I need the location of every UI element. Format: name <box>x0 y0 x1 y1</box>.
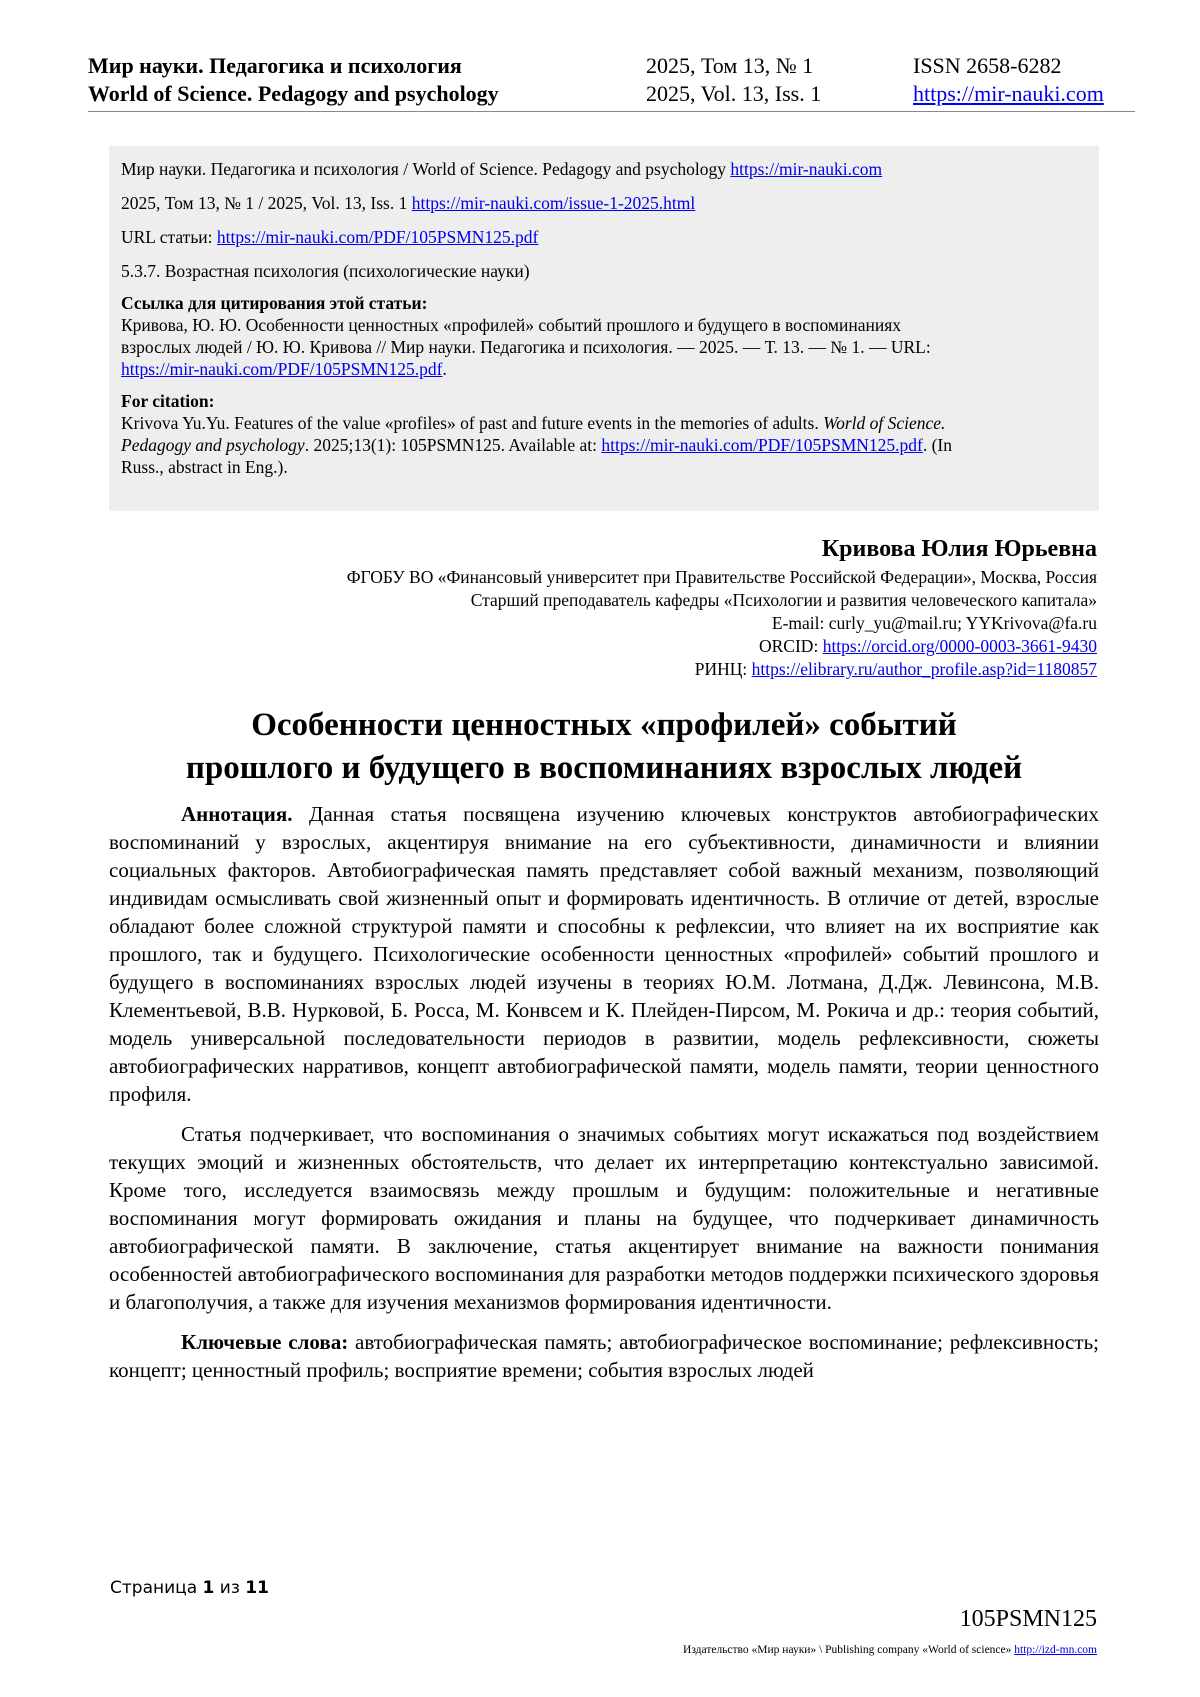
cite-en-text-a: Krivova Yu.Yu. Features of the value «profiles» of past and future events in the memories of adults. <box>121 413 819 433</box>
keywords-label: Ключевые слова: <box>181 1330 349 1354</box>
cite-ru-link[interactable]: https://mir-nauki.com/PDF/105PSMN125.pdf <box>121 359 443 379</box>
publisher-line <box>683 1644 1097 1656</box>
info-journal-text: Мир науки. Педагогика и психология / World of Science. Pedagogy and psychology <box>121 159 726 179</box>
header-divider <box>88 111 1135 112</box>
article-info-box <box>109 146 1099 511</box>
keywords-paragraph <box>109 1328 1099 1384</box>
cite-en-line2 <box>121 434 952 456</box>
cite-ru-line1: Кривова, Ю. Ю. Особенности ценностных «профилей» событий прошлого и будущего в воспоминаниях <box>121 315 902 335</box>
cite-ru-line2: взрослых людей / Ю. Ю. Кривова // Мир науки. Педагогика и психология. — 2025. — Т. 13. — № 1. — URL: <box>121 337 931 357</box>
title-line-1: Особенности ценностных «профилей» событий <box>251 707 957 743</box>
author-orcid <box>347 635 1097 658</box>
author-position: Старший преподаватель кафедры «Психологии и развития человеческого капитала» <box>470 590 1097 610</box>
publisher-link[interactable]: http://izd-mn.com <box>1014 1644 1097 1656</box>
rinc-link[interactable]: https://elibrary.ru/author_profile.asp?id=1180857 <box>751 659 1097 679</box>
info-url-link[interactable]: https://mir-nauki.com/PDF/105PSMN125.pdf <box>216 227 539 247</box>
page-of: из <box>219 1578 240 1598</box>
cite-en-label: For citation: <box>121 391 215 411</box>
keywords-text: автобиографическая память; автобиографическое воспоминание; рефлексивность; концепт; ценностный профиль; восприятие времени; события взрослых людей <box>109 1330 1099 1382</box>
abstract-text: Данная статья посвящена изучению ключевых конструктов автобиографических воспоминаний у взрослых, акцентируя внимание на его субъективности, динамичности и влиянии социальных факторов. Автобиографическая память представляет собой важный механизм, позволяющий индивидам осмысливать свой жизненный опыт и формировать идентичность. В отличие от детей, взрослые обладают более сложной структурой памяти и способны к рефлексии, что влияет на их восприятие как прошлого, так и будущего. Психологические особенности ценностных «профилей» событий прошлого и будущего в воспоминаниях взрослых людей изучены в теориях Ю.М. Лотмана, Д.Дж. Левинсона, М.В. Клементьевой, В.В. Нурковой, Б. Росса, М. Конвсем и К. Плейден-Пирсом, М. Рокича и др.: теория событий, модель универсальной последовательности периодов в развитии, модель рефлексивности, сюжеты автобиографических нарративов, концепт автобиографической памяти, модель памяти, теории ценностного профиля. <box>109 802 1099 1106</box>
page-prefix: Страница <box>110 1578 198 1598</box>
cite-ru-end: . <box>442 359 447 379</box>
orcid-link[interactable]: https://orcid.org/0000-0003-3661-9430 <box>822 636 1097 656</box>
page-current: 1 <box>202 1578 215 1598</box>
author-name: Кривова Юлия Юрьевна <box>821 536 1097 562</box>
info-url-label: URL статьи: <box>121 227 213 247</box>
article-code: 105PSMN125 <box>959 1606 1097 1632</box>
page-counter <box>110 1578 269 1598</box>
author-rinc <box>347 658 1097 681</box>
author-email: E-mail: curly_yu@mail.ru; YYKrivova@fa.ru <box>771 613 1097 633</box>
info-url-line <box>121 226 538 248</box>
article-title <box>109 704 1099 790</box>
journal-title-en: World of Science. Pedagogy and psychology <box>88 81 499 106</box>
issue-en: 2025, Vol. 13, Iss. 1 <box>646 81 822 106</box>
cite-en-journal-b: Pedagogy and psychology <box>121 435 305 455</box>
page-total: 11 <box>245 1578 269 1598</box>
info-journal-link[interactable]: https://mir-nauki.com <box>730 159 883 179</box>
cite-ru-label: Ссылка для цитирования этой статьи: <box>121 293 428 313</box>
cite-en-text-b: . 2025;13(1): 105PSMN125. Available at: <box>304 435 597 455</box>
site-link[interactable]: https://mir-nauki.com <box>913 81 1104 106</box>
rinc-label: РИНЦ: <box>694 659 748 679</box>
publisher-text: Издательство «Мир науки» \ Publishing company «World of science» <box>683 1644 1012 1656</box>
issn: ISSN 2658-6282 <box>913 53 1062 78</box>
cite-en-link[interactable]: https://mir-nauki.com/PDF/105PSMN125.pdf <box>601 435 923 455</box>
paragraph-2: Статья подчеркивает, что воспоминания о значимых событиях могут искажаться под воздействием текущих эмоций и жизненных обстоятельств, что делает их интерпретацию контекстуально зависимой. Кроме того, исследуется взаимосвязь между прошлым и будущим: положительные и негативные воспоминания могут формировать ожидания и планы на будущее, что подчеркивает динамичность автобиографической памяти. В заключение, статья акцентирует внимание на важности понимания особенностей автобиографического воспоминания для разработки методов поддержки психического здоровья и благополучия, а также для изучения механизмов формирования идентичности. <box>109 1122 1099 1314</box>
journal-title-ru: Мир науки. Педагогика и психология <box>88 53 462 78</box>
cite-ru-line3 <box>121 358 447 380</box>
cite-en-line3: Russ., abstract in Eng.). <box>121 457 288 477</box>
abstract-label: Аннотация. <box>181 802 293 826</box>
info-issue-link[interactable]: https://mir-nauki.com/issue-1-2025.html <box>411 193 696 213</box>
author-block <box>347 534 1097 681</box>
abstract-paragraph <box>109 800 1099 1108</box>
cite-en-line1 <box>121 412 945 434</box>
info-journal-line <box>121 158 882 180</box>
info-issue-line <box>121 192 695 214</box>
cite-en-text-c: . (In <box>922 435 953 455</box>
article-body <box>109 800 1099 1396</box>
journal-header <box>88 52 1120 110</box>
title-line-2: прошлого и будущего в воспоминаниях взрослых людей <box>185 750 1023 786</box>
issue-ru: 2025, Том 13, № 1 <box>646 53 814 78</box>
info-specialty: 5.3.7. Возрастная психология (психологические науки) <box>121 261 530 281</box>
orcid-label: ORCID: <box>759 636 819 656</box>
author-affiliation: ФГОБУ ВО «Финансовый университет при Правительстве Российской Федерации», Москва, Россия <box>346 567 1097 587</box>
cite-en-journal-a: World of Science. <box>823 413 946 433</box>
info-issue-text: 2025, Том 13, № 1 / 2025, Vol. 13, Iss. 1 <box>121 193 408 213</box>
